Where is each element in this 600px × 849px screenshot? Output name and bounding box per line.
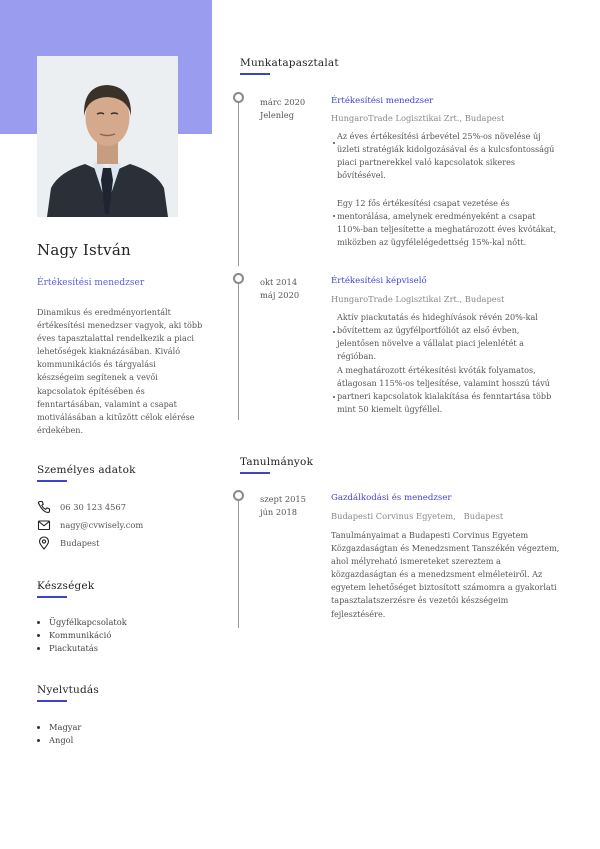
- date-end: jún 2018: [260, 506, 298, 517]
- date-start: okt 2014: [260, 277, 298, 287]
- job-achievement: A meghatározott értékesítési kvóták folyamatos, átlagosan 115%-os teljesítése, valamint hosszú távú partneri kapcsolatok kialakítása és fenntartása több mint 50 kiemelt ügyféllel.: [337, 365, 552, 415]
- skills-list: [37, 616, 127, 655]
- skill-item: Piackutatás: [37, 642, 127, 655]
- job-achievement: Aktív piackutatás és hideghívások révén 20%-kal bővítettem az ügyfélportfóliót az első évben, jelentősen növelve a vállalat piaci jelenlétét a régióban.: [337, 312, 538, 362]
- bullet-marker: [333, 396, 335, 398]
- job-achievement: Egy 12 fős értékesítési csapat vezetése és mentorálása, amelynek eredményeként a csapat 110%-ban teljesítette a meghatározott éves kvótákat, miközben az ügyfélelégedettség 15%-kal nőtt.: [337, 198, 557, 248]
- degree-title: Gazdálkodási és menedzser: [331, 493, 452, 503]
- education-heading: Tanulmányok: [240, 456, 314, 468]
- bullet-marker: [333, 142, 335, 144]
- job-title: Értékesítési menedzser: [331, 96, 434, 106]
- location-text: Budapest: [60, 538, 100, 548]
- language-item: Magyar: [37, 721, 81, 734]
- date-end: máj 2020: [260, 289, 300, 300]
- languages-heading: Nyelvtudás: [37, 684, 99, 696]
- person-name: Nagy István: [37, 241, 131, 259]
- education-date: [260, 493, 306, 518]
- timeline-line: [238, 101, 239, 266]
- job-achievement: Az éves értékesítési árbevétel 25%-os növelése új üzleti stratégiák kidolgozásával és a kulcsfontosságú piaci partnerekkel való kapcsolatok sikeres bővítésével.: [337, 131, 555, 181]
- bullet-marker: [333, 331, 335, 333]
- language-item: Angol: [37, 734, 81, 747]
- company-name: HungaroTrade Logisztikai Zrt., Budapest: [331, 113, 505, 123]
- timeline-line: [238, 500, 239, 628]
- timeline-dot: [233, 92, 244, 103]
- experience-date: [260, 276, 299, 301]
- contact-email: [37, 518, 144, 532]
- email-link[interactable]: nagy@cvwisely.com: [60, 520, 144, 530]
- profile-photo: [37, 56, 178, 217]
- date-end: Jelenleg: [260, 109, 295, 120]
- contact-location: [37, 536, 100, 550]
- skills-heading: Készségek: [37, 580, 95, 592]
- skill-item: Kommunikáció: [37, 629, 127, 642]
- portrait-photo: [37, 56, 178, 217]
- phone-text: 06 30 123 4567: [60, 502, 126, 512]
- company-name: HungaroTrade Logisztikai Zrt., Budapest: [331, 294, 505, 304]
- education-description: Tanulmányaimat a Budapesti Corvinus Egyetem Közgazdaságtan és Menedzsment Tanszékén végeztem, ahol mélyreható ismereteket szereztem a közgazdaságtan és a menedzsment elméleteiről. Az egyetem lehetőséget biztosított számomra a gyakorlati tapasztalatszerzésre és vezetői készségeim fejlesztésére.: [331, 530, 560, 619]
- date-start: márc 2020: [260, 97, 306, 107]
- timeline-dot: [233, 490, 244, 501]
- phone-icon: [37, 500, 51, 514]
- skill-item: Ügyfélkapcsolatok: [37, 616, 127, 629]
- timeline-line: [238, 282, 239, 420]
- profile-summary: Dinamikus és eredményorientált értékesítési menedzser vagyok, aki több éves tapasztalattal rendelkezik a piaci lehetőségek kiaknázásában. Kiváló kommunikációs és tárgyalási készségeim segítenek a vevői kapcsolatok építésében és fenntartásában, valamint a csapat motiválásában a kitűzött célok elérése érdekében.: [37, 307, 203, 435]
- job-title: Értékesítési képviselő: [331, 276, 427, 286]
- experience-date: [260, 96, 305, 121]
- person-role: Értékesítési menedzser: [37, 278, 145, 288]
- languages-list: [37, 721, 81, 747]
- timeline-dot: [233, 273, 244, 284]
- institution-name: Budapesti Corvinus Egyetem, Budapest: [331, 511, 504, 521]
- date-start: szept 2015: [260, 494, 306, 504]
- bullet-marker: [333, 215, 335, 217]
- location-pin-icon: [37, 536, 51, 550]
- experience-heading: Munkatapasztalat: [240, 57, 339, 69]
- personal-info-heading: Személyes adatok: [37, 464, 136, 476]
- envelope-icon: [37, 518, 51, 532]
- contact-phone: [37, 500, 126, 514]
